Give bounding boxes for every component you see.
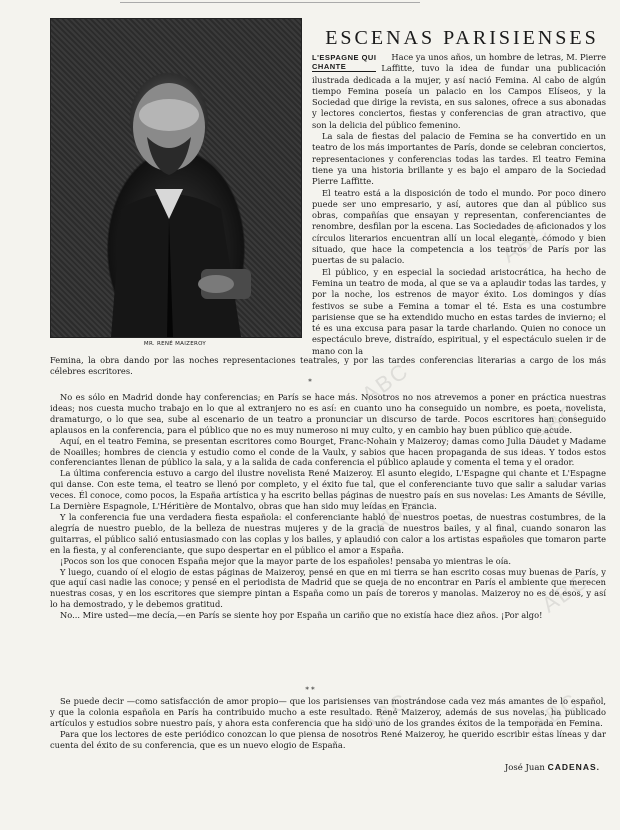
article-closing (50, 696, 606, 751)
body-paragraph-6: Y luego, cuando oí el elogio de estas páginas de Maizeroy, pensé en que en mi tierra se han escrito cosas muy buenas de París, y que aquí casi nadie las conoce; y pensé en el periodista de Madrid que se queja de no encontrar en París el ambiente que merecen nuestras cosas, y en los escritores que siempre pintan a España como un país de toreros y manolas. Maizeroy no es de esos, y así lo ha demostrado, y le debemos gratitud. (50, 566, 606, 610)
author-first-name: José Juan (504, 763, 545, 773)
watermark: ABC (497, 217, 554, 268)
author-last-name: CADENAS. (547, 762, 600, 772)
lead-paragraph: Femina, la obra dando por las noches representaciones teatrales, y por las tardes conferencias literarias a cargo de los más célebres escritores. (50, 355, 606, 377)
watermark: ABC (357, 357, 414, 408)
body-paragraph-5: ¡Pocos son los que conocen España mejor que la mayor parte de los españoles! pensaba yo mientras le oía. (60, 555, 511, 566)
column-paragraph-3: El teatro está a la disposición de todo el mundo. Por poco dinero puede ser uno empresario, y así, autores que dan al público sus obras, compañías que ensayan y representan, conferenciantes de renombre, desfilan por la escena. Las Sociedades de aficionados y los círculos literarios encuentran allí un local elegante, cómodo y bien situado, que hace la competencia a los teatros de París por las puertas de su palacio. (312, 187, 606, 266)
portrait-photo (50, 18, 302, 338)
body-paragraph-2: Aquí, en el teatro Femina, se presentan escritores como Bourget, Franc-Nohain y Maizeroy; damas como Julia Daudet y Madame de Noailles; hombres de ciencia y estudio como el conde de la Vaulx, y sabios que hacen propaganda de sus ideas. Y todos estos conferenciantes llenan de público la sala, y a la salida de cada conferencia el público aplaude y comenta el tema y el orador. (50, 435, 606, 468)
watermark: ABC (367, 487, 424, 538)
author-signature (400, 762, 600, 773)
intro-paragraph (312, 52, 606, 131)
watermark: ABC (527, 397, 584, 448)
closing-paragraph-1: Se puede decir —como satisfacción de amor propio— que los parisienses van mostrándose cada vez más amantes de lo español, y que la colonia española en París ha contribuido mucho a este resultado. René Maizeroy, además de sus novelas, ha publicado artículos y estudios sobre nuestro país, y ahora esta conferencia que ha sido uno de los grandes éxitos de la temporada en Femina. (50, 696, 606, 728)
photo-caption: MR. RENÉ MAIZEROY (143, 341, 207, 347)
watermark: ABC (527, 687, 584, 738)
section-heading-line-2: CHANTE (312, 62, 347, 71)
body-paragraph-3: La última conferencia estuvo a cargo del ilustre novelista René Maizeroy. El asunto elegido, L'Espagne qui chante et L'Espagne qui danse. Con este tema, el teatro se llenó por completo, y el éxito fue tal, que el conferenciante tuvo que salir a saludar varias veces. Él conoce, como pocos, la España artística y ha escrito bellas páginas de nuestro país en sus novelas: Les Amants de Séville, La Dernière Espagnole, L'Héritière de Montalvo, obras que han sido muy leídas en Francia. (50, 468, 606, 512)
closing-paragraph-2: Para que los lectores de este periódico conozcan lo que piensa de nosotros René Maizeroy, he querido escribir estas líneas y dar cuenta del éxito de su conferencia, que es un nuevo elogio de España. (50, 728, 606, 750)
body-paragraph-7: No... Mire usted—me decía,—en París se siente hoy por España un cariño que no existía hace diez años. ¡Por algo! (60, 610, 543, 621)
intro-text: Hace ya unos años, un hombre de letras, M. Pierre Laffitte, tuvo la idea de fundar una publicación ilustrada dedicada a la mujer, y así nació Femina. Al cabo de algún tiempo Femina poseía un palacio en los Campos Elíseos, y la Sociedad que dirige la revista, en sus salones, ofrece a sus abonadas y lectores conciertos, fiestas y conferencias de gran atractivo, que son la delicia del público femenino. (312, 52, 606, 130)
portrait-illustration (51, 19, 301, 337)
body-paragraph-4: Y la conferencia fue una verdadera fiesta española: el conferenciante habló de nuestros poetas, de nuestras costumbres, de la alegría de nuestro pueblo, de la belleza de nuestras mujeres y de la gracia de nuestros bailes, y al final, cuando sonaron las guitarras, el público salió entusiasmado con las coplas y los bailes, y aplaudió con calor a los artistas españoles que tomaron parte en la fiesta, y al conferenciante, que supo despertar en el público el amor a España. (50, 511, 606, 555)
column-paragraph-2: La sala de fiestas del palacio de Femina se ha convertido en un teatro de los más importantes de París, donde se celebran conciertos, representaciones y conferencias todas las tardes. El teatro Femina tiene ya una historia brillante y es bajo el amparo de la Sociedad Pierre Laffitte. (312, 131, 606, 187)
section-heading (312, 53, 376, 72)
watermark: ABC (537, 567, 594, 618)
body-paragraph-1: No es sólo en Madrid donde hay conferencias; en París se hace más. Nosotros no nos atrevemos a poner en práctica nuestras ideas; nos cuesta mucho trabajo en lo que al extranjero no es así: en cuanto uno ha conseguido un nombre, es poeta, novelista, dramaturgo, o lo que sea, sube al escenario de un teatro a pronunciar un discurso de tarde. Pocos escritores han conseguido aplausos en la conferencia, para el público que no es muy numeroso ni muy culto, y en cambio hay buen público que acude. (50, 392, 606, 435)
right-column (312, 52, 606, 357)
article-body (50, 392, 606, 621)
column-paragraph-4: El público, y en especial la sociedad aristocrática, ha hecho de Femina un teatro de moda, al que se va a aplaudir todas las tardes, y por la noche, los estrenos de mayor éxito. Los domingos y días festivos se sube a Femina a tomar el té. Esta es una costumbre parisiense que se ha extendido mucho en estas tardes de invierno; el té es una excusa para pasar la tarde charlando. Quien no conoce un espectáculo breve, distraído, espiritual, y el espectáculo suelen ir de mano con la (312, 266, 606, 356)
section-separator: * (308, 378, 312, 386)
article-title: ESCENAS PARISIENSES (325, 27, 599, 50)
section-heading-line-1: L'ESPAGNE QUI (312, 53, 377, 62)
top-rule (120, 2, 420, 3)
watermark: ABC (357, 687, 414, 738)
section-separator-2: * * (305, 686, 315, 694)
full-width-lead (50, 355, 606, 378)
